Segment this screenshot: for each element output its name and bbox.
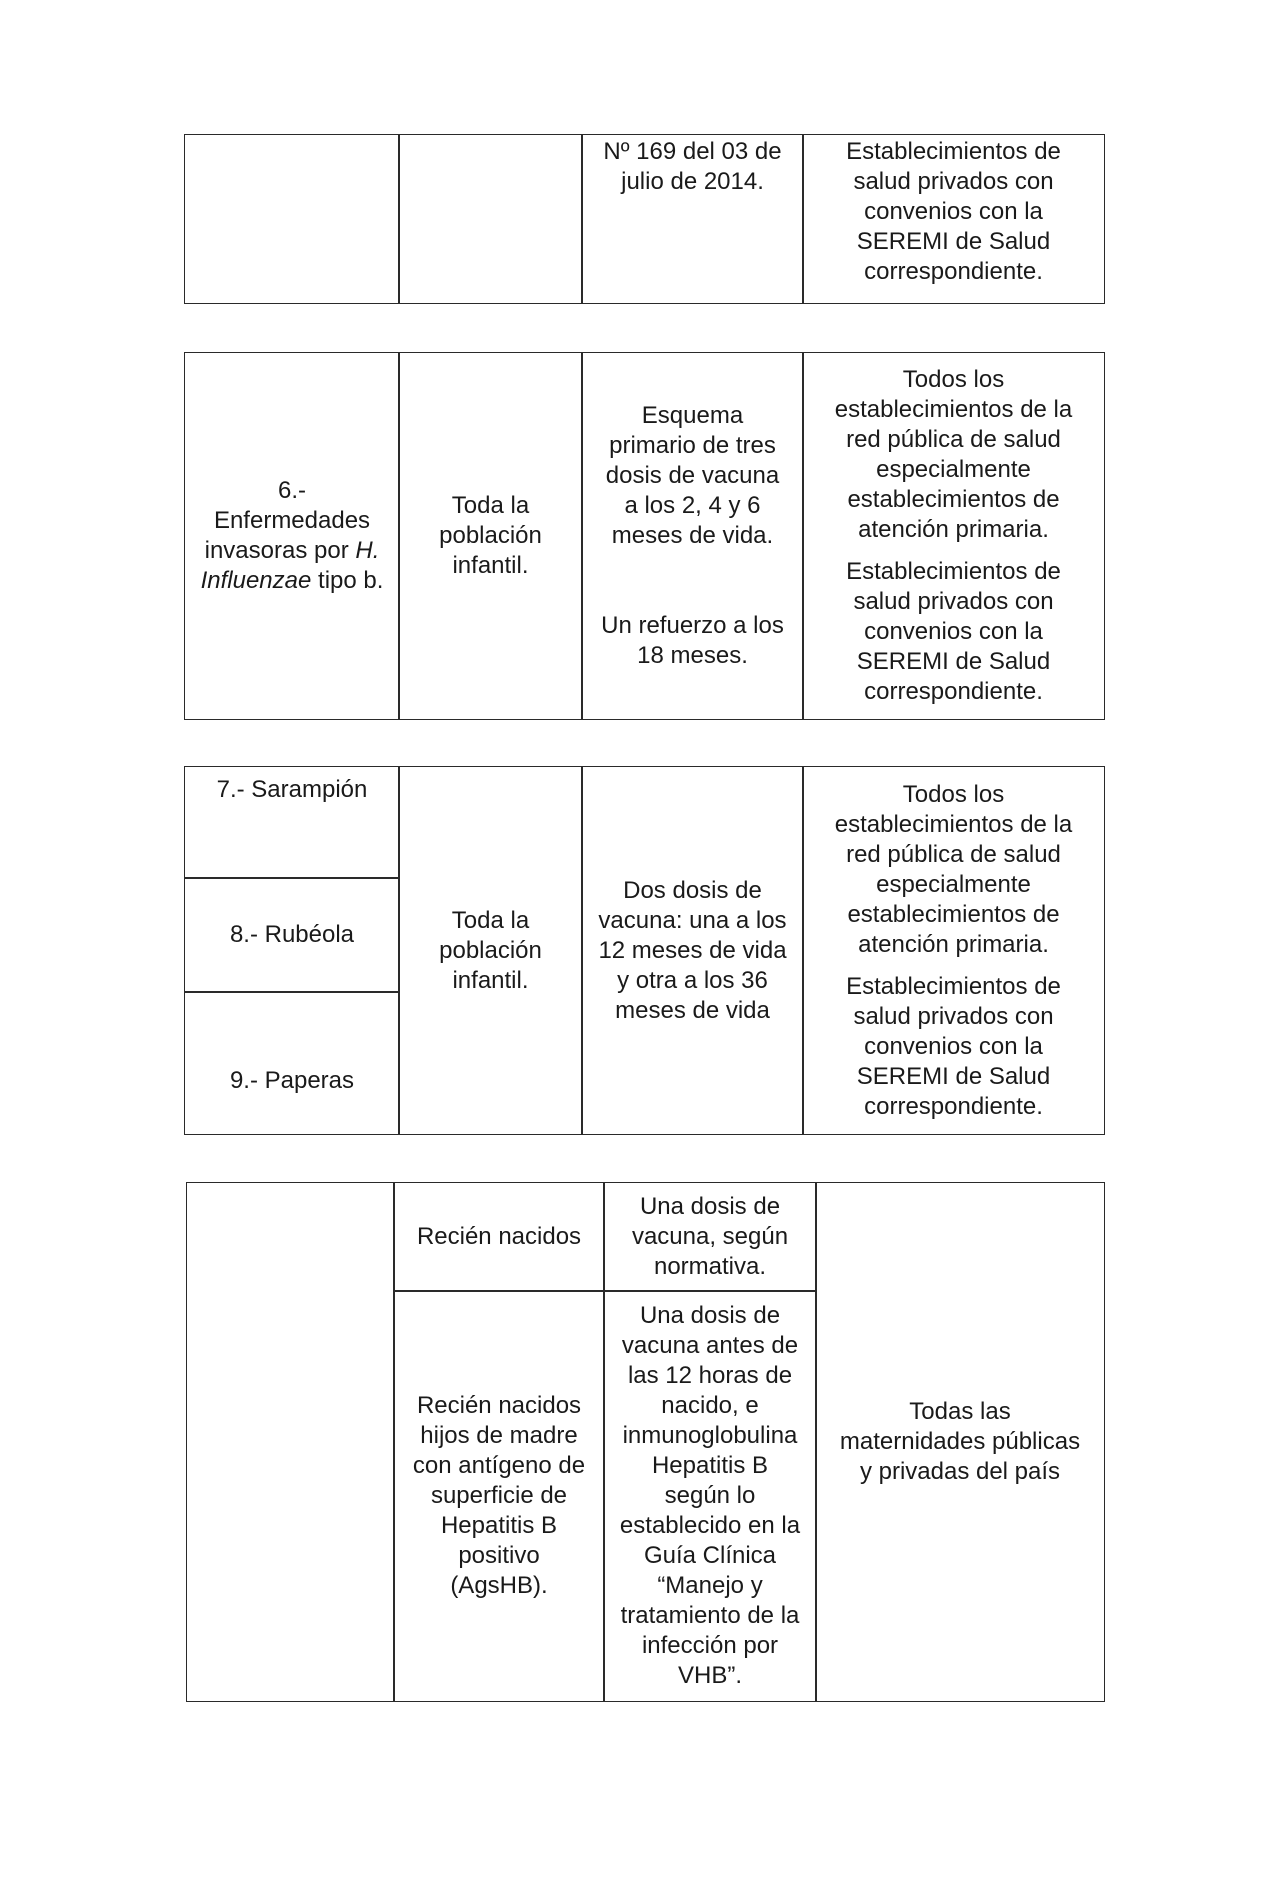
population-line: (AgsHB). [450, 1572, 548, 1599]
disease-text: invasoras por [204, 537, 356, 564]
disease-italic: Influenzae [200, 567, 312, 594]
establishments-line: y privadas del país [859, 1458, 1061, 1485]
private-line: convenios con la [864, 1032, 1043, 1060]
private-line: Establecimientos de [846, 972, 1061, 1000]
population-line: Toda la [451, 492, 530, 519]
schedule-line: Hepatitis B [651, 1452, 769, 1479]
public-line: establecimientos de la [834, 810, 1073, 838]
population-line: infantil. [452, 552, 529, 579]
private-line: salud privados con [853, 588, 1054, 615]
population-line: Recién nacidos [416, 1223, 582, 1250]
establishments-line: convenios con la [864, 198, 1043, 225]
public-line: atención primaria. [858, 930, 1049, 958]
disease-line [205, 536, 380, 566]
schedule-line: 12 meses de vida [598, 936, 787, 964]
schedule-line: primario de tres [609, 432, 776, 459]
disease-number: 6.- [277, 477, 306, 504]
t3-disease-cell-rubeola [184, 877, 400, 993]
t2-disease-cell [184, 352, 400, 720]
disease-label: 8.- Rubéola [229, 921, 355, 948]
public-line: red pública de salud [846, 426, 1061, 453]
schedule-line: meses de vida [615, 996, 770, 1024]
t2-population-cell [398, 352, 583, 720]
t4-empty-cell [186, 1182, 395, 1702]
establishments-line: salud privados con [853, 168, 1054, 195]
t3-disease-cell-paperas [184, 991, 400, 1135]
t4-schedule-cell-b [603, 1290, 817, 1702]
population-line: población [439, 522, 542, 549]
private-line: correspondiente. [864, 678, 1043, 705]
t1-establishments-cell [802, 134, 1105, 304]
t3-schedule-cell [581, 766, 804, 1135]
t3-population-cell [398, 766, 583, 1135]
decree-line: Nº 169 del 03 de [603, 138, 782, 165]
population-line: Toda la [451, 906, 530, 934]
schedule-line: Guía Clínica [643, 1542, 777, 1569]
schedule-line: las 12 horas de [627, 1362, 793, 1389]
private-line: Establecimientos de [846, 558, 1061, 585]
public-line: red pública de salud [846, 840, 1061, 868]
decree-line: julio de 2014. [621, 168, 764, 195]
private-line: salud privados con [853, 1002, 1054, 1030]
public-line: establecimientos de la [834, 396, 1073, 423]
public-line: especialmente [876, 456, 1031, 483]
schedule-line: Una dosis de [639, 1302, 781, 1329]
schedule-line: nacido, e [661, 1392, 759, 1419]
public-line: establecimientos de [847, 486, 1060, 513]
booster-line: 18 meses. [637, 642, 748, 669]
public-line: atención primaria. [858, 516, 1049, 543]
t1-decree-cell [581, 134, 804, 304]
t2-establishments-cell [802, 352, 1105, 720]
t4-population-cell-b [393, 1290, 605, 1702]
schedule-line: a los 2, 4 y 6 [624, 492, 761, 519]
population-line: Recién nacidos [416, 1392, 582, 1419]
population-line: con antígeno de [412, 1452, 586, 1479]
disease-italic: H. [355, 537, 380, 564]
private-line: SEREMI de Salud [856, 1062, 1051, 1090]
schedule-line: meses de vida. [611, 522, 774, 549]
t2-schedule-cell [581, 352, 804, 720]
t1-empty-cell-2 [398, 134, 583, 304]
schedule-line: infección por [641, 1632, 779, 1659]
schedule-line: Dos dosis de [623, 876, 762, 904]
population-line: infantil. [452, 966, 529, 994]
t4-establishments-cell [815, 1182, 1105, 1702]
disease-text: tipo b. [311, 567, 384, 594]
public-line: Todos los [902, 366, 1005, 393]
schedule-line: establecido en la [619, 1512, 801, 1539]
schedule-line: Una dosis de [639, 1193, 781, 1220]
public-line: establecimientos de [847, 900, 1060, 928]
private-line: convenios con la [864, 618, 1043, 645]
schedule-line: vacuna antes de [621, 1332, 799, 1359]
t3-establishments-cell [802, 766, 1105, 1135]
booster-line: Un refuerzo a los [601, 612, 784, 639]
t4-population-cell-a [393, 1182, 605, 1292]
population-line: Hepatitis B [440, 1512, 558, 1539]
establishments-line: maternidades públicas [839, 1428, 1081, 1455]
establishments-line: correspondiente. [864, 258, 1043, 285]
private-line: correspondiente. [864, 1092, 1043, 1120]
population-line: hijos de madre [420, 1422, 578, 1449]
t4-schedule-cell-a [603, 1182, 817, 1292]
establishments-line: Establecimientos de [846, 138, 1061, 165]
t3-disease-cell-sarampion [184, 766, 400, 879]
schedule-line: VHB”. [677, 1662, 742, 1689]
schedule-line: “Manejo y [657, 1572, 763, 1599]
public-line: especialmente [876, 870, 1031, 898]
disease-label: 7.- Sarampión [216, 776, 368, 803]
public-line: Todos los [902, 780, 1005, 808]
schedule-line: y otra a los 36 [617, 966, 768, 994]
schedule-line: tratamiento de la [620, 1602, 800, 1629]
schedule-line: inmunoglobulina [622, 1422, 798, 1449]
establishments-line: Todas las [909, 1398, 1011, 1425]
t1-empty-cell-1 [184, 134, 400, 304]
population-line: superficie de [430, 1482, 568, 1509]
schedule-line: normativa. [653, 1253, 767, 1280]
schedule-line: vacuna: una a los [598, 906, 787, 934]
schedule-line: dosis de vacuna [605, 462, 780, 489]
schedule-line: según lo [664, 1482, 756, 1509]
population-line: población [439, 936, 542, 964]
disease-line: Enfermedades [213, 507, 371, 534]
disease-line [201, 566, 384, 596]
private-line: SEREMI de Salud [856, 648, 1051, 675]
disease-label: 9.- Paperas [229, 1067, 355, 1094]
schedule-line: vacuna, según [631, 1223, 789, 1250]
population-line: positivo [458, 1542, 540, 1569]
schedule-line: Esquema [641, 402, 744, 429]
establishments-line: SEREMI de Salud [856, 228, 1051, 255]
